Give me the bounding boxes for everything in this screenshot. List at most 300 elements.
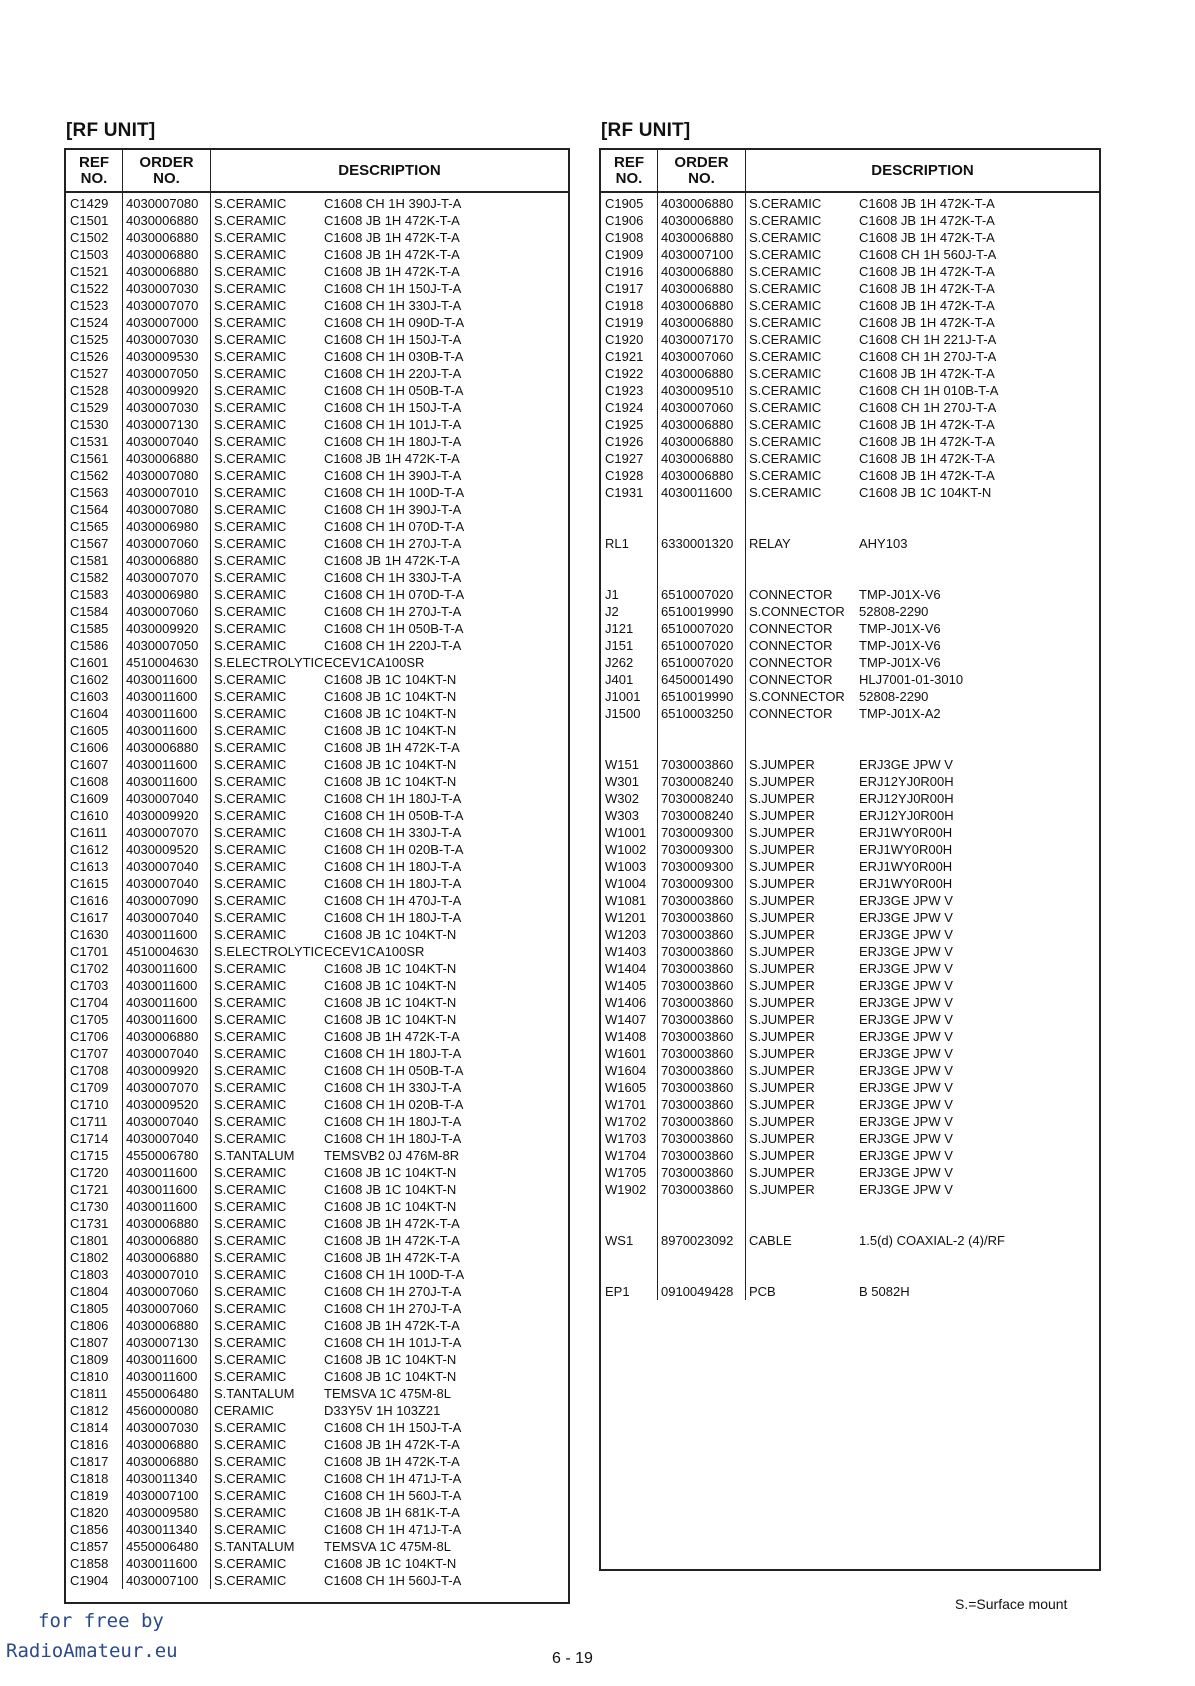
- table-row: [66, 722, 568, 739]
- table-row: [66, 1402, 568, 1419]
- ref-no-cell: C1702: [70, 961, 109, 976]
- order-no-cell: 4550006480: [126, 1539, 199, 1554]
- ref-no-cell: C1611: [70, 825, 108, 840]
- part-spec-cell: C1608 JB 1H 681K-T-A: [324, 1505, 460, 1520]
- table-row: [601, 790, 1099, 807]
- ref-no-cell: C1803: [70, 1267, 109, 1282]
- part-spec-cell: C1608 JB 1H 472K-T-A: [324, 1318, 460, 1333]
- part-type-cell: S.CERAMIC: [214, 825, 287, 840]
- part-type-cell: CONNECTOR: [749, 587, 833, 602]
- part-type-cell: CONNECTOR: [749, 638, 833, 653]
- part-type-cell: S.CERAMIC: [214, 1335, 287, 1350]
- part-spec-cell: C1608 CH 1H 470J-T-A: [324, 893, 462, 908]
- part-type-cell: S.JUMPER: [749, 1165, 815, 1180]
- part-spec-cell: C1608 CH 1H 050B-T-A: [324, 1063, 464, 1078]
- order-no-cell: 6510007020: [661, 655, 734, 670]
- table-row: [601, 875, 1099, 892]
- part-spec-cell: ERJ3GE JPW V: [859, 1080, 953, 1095]
- part-type-cell: CONNECTOR: [749, 706, 833, 721]
- ref-no-cell: C1604: [70, 706, 109, 721]
- order-no-cell: 7030003860: [661, 893, 734, 908]
- part-spec-cell: ERJ3GE JPW V: [859, 1165, 953, 1180]
- order-no-cell: 4030006880: [661, 468, 734, 483]
- part-type-cell: S.CERAMIC: [749, 281, 822, 296]
- part-type-cell: S.CERAMIC: [749, 213, 822, 228]
- part-type-cell: S.CERAMIC: [214, 1301, 287, 1316]
- ref-no-cell: W1004: [605, 876, 647, 891]
- order-no-cell: 4030007060: [126, 1301, 199, 1316]
- order-no-cell: 4030006880: [661, 451, 734, 466]
- part-spec-cell: C1608 CH 1H 270J-T-A: [859, 349, 997, 364]
- part-type-cell: S.CERAMIC: [214, 1352, 287, 1367]
- part-type-cell: S.CERAMIC: [214, 842, 287, 857]
- ref-no-cell: C1567: [70, 536, 109, 551]
- table-row: [66, 909, 568, 926]
- table-row: [66, 790, 568, 807]
- watermark-line-2: RadioAmateur.eu: [6, 1640, 178, 1662]
- ref-no-cell: C1856: [70, 1522, 109, 1537]
- header-ref-no: REF NO.: [601, 150, 658, 191]
- table-row: [601, 297, 1099, 314]
- part-spec-cell: C1608 CH 1H 010B-T-A: [859, 383, 999, 398]
- table-row: [601, 1249, 1099, 1266]
- order-no-cell: 7030003860: [661, 910, 734, 925]
- part-type-cell: CERAMIC: [214, 1403, 274, 1418]
- ref-no-cell: C1601: [70, 655, 109, 670]
- table-row: [601, 416, 1099, 433]
- ref-no-cell: C1586: [70, 638, 109, 653]
- table-row: [601, 705, 1099, 722]
- order-no-cell: 6510007020: [661, 638, 734, 653]
- watermark-line-1: for free by: [38, 1610, 164, 1632]
- table-row: [66, 586, 568, 603]
- part-type-cell: S.CERAMIC: [214, 213, 287, 228]
- table-row: [66, 1504, 568, 1521]
- table-row: [66, 348, 568, 365]
- table-row: [66, 569, 568, 586]
- part-spec-cell: C1608 JB 1C 104KT-N: [324, 1165, 457, 1180]
- ref-no-cell: C1710: [70, 1097, 109, 1112]
- part-spec-cell: C1608 CH 1H 030B-T-A: [324, 349, 464, 364]
- ref-no-cell: C1608: [70, 774, 109, 789]
- part-spec-cell: C1608 JB 1C 104KT-N: [324, 1012, 457, 1027]
- part-spec-cell: ERJ3GE JPW V: [859, 1046, 953, 1061]
- part-type-cell: S.CERAMIC: [214, 383, 287, 398]
- part-spec-cell: C1608 CH 1H 560J-T-A: [859, 247, 997, 262]
- part-spec-cell: TEMSVB2 0J 476M-8R: [324, 1148, 460, 1163]
- order-no-cell: 4030011600: [126, 978, 198, 993]
- part-type-cell: S.JUMPER: [749, 1080, 815, 1095]
- table-row: [601, 824, 1099, 841]
- table-row: [66, 1266, 568, 1283]
- left-parts-table: [64, 148, 570, 1604]
- table-row: [601, 722, 1099, 739]
- part-type-cell: [746, 739, 857, 756]
- ref-no-cell: W1407: [605, 1012, 647, 1027]
- table-row: [601, 331, 1099, 348]
- table-row: [601, 501, 1099, 518]
- ref-no-cell: J262: [605, 655, 634, 670]
- order-no-cell: 4030006880: [661, 417, 734, 432]
- part-type-cell: PCB: [749, 1284, 776, 1299]
- table-row: [66, 858, 568, 875]
- part-spec-cell: 1.5(d) COAXIAL-2 (4)/RF: [859, 1233, 1005, 1248]
- ref-no-cell: C1523: [70, 298, 109, 313]
- table-row: [66, 1283, 568, 1300]
- part-type-cell: S.JUMPER: [749, 1029, 815, 1044]
- part-spec-cell: D33Y5V 1H 103Z21: [324, 1403, 441, 1418]
- ref-no-cell: C1564: [70, 502, 109, 517]
- part-spec-cell: C1608 JB 1H 472K-T-A: [859, 264, 995, 279]
- header-description: DESCRIPTION: [871, 161, 974, 179]
- ref-no-cell: C1610: [70, 808, 109, 823]
- table-row: [66, 314, 568, 331]
- ref-no-cell: C1565: [70, 519, 109, 534]
- ref-no-cell: C1928: [605, 468, 644, 483]
- order-no-cell: 4030011600: [126, 774, 198, 789]
- part-spec-cell: C1608 CH 1H 330J-T-A: [324, 570, 462, 585]
- part-spec-cell: C1608 CH 1H 180J-T-A: [324, 1046, 462, 1061]
- ref-no-cell: W1203: [605, 927, 647, 942]
- order-no-cell: 4030007070: [126, 298, 199, 313]
- part-type-cell: S.CERAMIC: [749, 230, 822, 245]
- ref-no-cell: C1715: [70, 1148, 109, 1163]
- ref-no-cell: C1924: [605, 400, 644, 415]
- table-row: [66, 1538, 568, 1555]
- part-spec-cell: ERJ3GE JPW V: [859, 961, 953, 976]
- part-type-cell: S.CERAMIC: [214, 978, 287, 993]
- part-spec-cell: TEMSVA 1C 475M-8L: [324, 1386, 451, 1401]
- part-spec-cell: C1608 JB 1H 472K-T-A: [859, 434, 995, 449]
- part-type-cell: S.JUMPER: [749, 808, 815, 823]
- table-row: [601, 688, 1099, 705]
- page-number: 6 - 19: [552, 1650, 593, 1667]
- order-no-cell: 7030003860: [661, 1046, 734, 1061]
- part-spec-cell: C1608 CH 1H 180J-T-A: [324, 859, 462, 874]
- part-type-cell: [746, 569, 857, 586]
- part-spec-cell: C1608 CH 1H 390J-T-A: [324, 502, 462, 517]
- part-type-cell: S.JUMPER: [749, 1114, 815, 1129]
- part-type-cell: S.CERAMIC: [214, 910, 287, 925]
- ref-no-cell: C1904: [70, 1573, 109, 1588]
- part-type-cell: S.CERAMIC: [214, 859, 287, 874]
- table-row: [66, 773, 568, 790]
- part-spec-cell: ERJ3GE JPW V: [859, 1131, 953, 1146]
- part-spec-cell: ERJ3GE JPW V: [859, 995, 953, 1010]
- order-no-cell: 4030007080: [126, 468, 199, 483]
- table-row: [66, 1470, 568, 1487]
- table-row: [601, 994, 1099, 1011]
- part-type-cell: S.CERAMIC: [214, 1505, 287, 1520]
- part-spec-cell: C1608 CH 1H 101J-T-A: [324, 1335, 462, 1350]
- table-row: [601, 654, 1099, 671]
- part-spec-cell: ERJ3GE JPW V: [859, 978, 953, 993]
- table-row: [601, 739, 1099, 756]
- part-spec-cell: C1608 CH 1H 560J-T-A: [324, 1488, 462, 1503]
- order-no-cell: 4030006980: [126, 519, 199, 534]
- part-type-cell: S.CERAMIC: [749, 298, 822, 313]
- part-type-cell: S.JUMPER: [749, 876, 815, 891]
- order-no-cell: 4030006880: [126, 264, 199, 279]
- table-row: [66, 229, 568, 246]
- ref-no-cell: C1563: [70, 485, 109, 500]
- order-no-cell: 4030009920: [126, 621, 199, 636]
- part-spec-cell: C1608 CH 1H 100D-T-A: [324, 485, 465, 500]
- table-row: [601, 909, 1099, 926]
- order-no-cell: 4030006880: [126, 213, 199, 228]
- part-type-cell: S.CERAMIC: [214, 349, 287, 364]
- order-no-cell: 4030007000: [126, 315, 199, 330]
- ref-no-cell: C1524: [70, 315, 109, 330]
- ref-no-cell: [601, 722, 658, 739]
- part-spec-cell: C1608 JB 1H 472K-T-A: [859, 298, 995, 313]
- order-no-cell: 4030006880: [661, 298, 734, 313]
- order-no-cell: 7030003860: [661, 1114, 734, 1129]
- ref-no-cell: C1731: [70, 1216, 109, 1231]
- part-spec-cell: C1608 JB 1C 104KT-N: [859, 485, 992, 500]
- order-no-cell: 4030006880: [126, 451, 199, 466]
- order-no-cell: 4030007070: [126, 1080, 199, 1095]
- table-row: [66, 1028, 568, 1045]
- ref-no-cell: W1405: [605, 978, 647, 993]
- order-no-cell: 4030007040: [126, 910, 199, 925]
- part-type-cell: S.CERAMIC: [214, 672, 287, 687]
- order-no-cell: 4030007040: [126, 791, 199, 806]
- table-row: [66, 1011, 568, 1028]
- table-row: [601, 535, 1099, 552]
- table-row: [66, 365, 568, 382]
- table-row: [601, 1096, 1099, 1113]
- part-spec-cell: ERJ1WY0R00H: [859, 825, 953, 840]
- part-type-cell: S.CERAMIC: [214, 876, 287, 891]
- order-no-cell: 7030003860: [661, 978, 734, 993]
- order-no-cell: 4030007010: [126, 1267, 199, 1282]
- part-spec-cell: C1608 JB 1C 104KT-N: [324, 995, 457, 1010]
- table-row: [66, 756, 568, 773]
- order-no-cell: 4030007100: [661, 247, 734, 262]
- surface-mount-footnote: S.=Surface mount: [955, 1596, 1068, 1612]
- ref-no-cell: C1906: [605, 213, 644, 228]
- part-spec-cell: C1608 CH 1H 090D-T-A: [324, 315, 465, 330]
- table-row: [66, 637, 568, 654]
- table-row: [66, 1232, 568, 1249]
- part-type-cell: S.CERAMIC: [214, 570, 287, 585]
- ref-no-cell: C1810: [70, 1369, 109, 1384]
- table-row: [601, 195, 1099, 212]
- table-row: [66, 943, 568, 960]
- table-row: [601, 1283, 1099, 1300]
- order-no-cell: [658, 1198, 746, 1215]
- table-row: [66, 467, 568, 484]
- order-no-cell: 4030007010: [126, 485, 199, 500]
- part-spec-cell: C1608 JB 1C 104KT-N: [324, 689, 457, 704]
- table-row: [66, 297, 568, 314]
- ref-no-cell: C1522: [70, 281, 109, 296]
- ref-no-cell: W1902: [605, 1182, 647, 1197]
- order-no-cell: 6510003250: [661, 706, 734, 721]
- part-type-cell: S.CERAMIC: [214, 1454, 287, 1469]
- part-type-cell: S.CERAMIC: [214, 468, 287, 483]
- table-row: [66, 416, 568, 433]
- part-spec-cell: C1608 CH 1H 050B-T-A: [324, 621, 464, 636]
- ref-no-cell: [601, 518, 658, 535]
- table-row: [601, 518, 1099, 535]
- part-spec-cell: C1608 CH 1H 150J-T-A: [324, 400, 462, 415]
- part-spec-cell: C1608 JB 1H 472K-T-A: [324, 1250, 460, 1265]
- order-no-cell: 4030007060: [126, 604, 199, 619]
- order-no-cell: 4510004630: [126, 944, 199, 959]
- part-spec-cell: ERJ3GE JPW V: [859, 1029, 953, 1044]
- part-type-cell: S.CERAMIC: [214, 1046, 287, 1061]
- order-no-cell: 4030007060: [126, 536, 199, 551]
- table-row: [601, 280, 1099, 297]
- order-no-cell: 7030003860: [661, 944, 734, 959]
- part-spec-cell: [857, 1215, 1099, 1232]
- order-no-cell: 4030011340: [126, 1522, 198, 1537]
- part-spec-cell: C1608 CH 1H 070D-T-A: [324, 519, 465, 534]
- part-type-cell: CONNECTOR: [749, 621, 833, 636]
- part-spec-cell: C1608 JB 1C 104KT-N: [324, 1369, 457, 1384]
- part-spec-cell: C1608 CH 1H 390J-T-A: [324, 196, 462, 211]
- order-no-cell: 4030009920: [126, 383, 199, 398]
- table-row: [601, 1113, 1099, 1130]
- order-no-cell: 4030011600: [126, 1012, 198, 1027]
- table-row: [66, 1385, 568, 1402]
- part-type-cell: S.CERAMIC: [214, 1216, 287, 1231]
- ref-no-cell: C1525: [70, 332, 109, 347]
- part-spec-cell: C1608 CH 1H 150J-T-A: [324, 1420, 462, 1435]
- ref-no-cell: C1581: [70, 553, 109, 568]
- ref-no-cell: C1527: [70, 366, 109, 381]
- ref-no-cell: C1526: [70, 349, 109, 364]
- part-type-cell: S.CERAMIC: [214, 1114, 287, 1129]
- part-type-cell: S.CONNECTOR: [749, 689, 845, 704]
- order-no-cell: 4030011600: [126, 1369, 198, 1384]
- part-spec-cell: C1608 JB 1H 472K-T-A: [324, 1454, 460, 1469]
- ref-no-cell: C1927: [605, 451, 644, 466]
- part-type-cell: [746, 1266, 857, 1283]
- ref-no-cell: C1703: [70, 978, 109, 993]
- part-spec-cell: [857, 518, 1099, 535]
- ref-no-cell: W151: [605, 757, 639, 772]
- right-table-header: [601, 150, 1099, 193]
- part-type-cell: S.CERAMIC: [214, 1182, 287, 1197]
- part-type-cell: S.CERAMIC: [214, 995, 287, 1010]
- ref-no-cell: W1081: [605, 893, 647, 908]
- part-spec-cell: C1608 CH 1H 471J-T-A: [324, 1471, 462, 1486]
- order-no-cell: 4030006880: [661, 434, 734, 449]
- order-no-cell: 7030003860: [661, 927, 734, 942]
- ref-no-cell: C1925: [605, 417, 644, 432]
- part-spec-cell: C1608 JB 1H 472K-T-A: [324, 213, 460, 228]
- part-spec-cell: [857, 1249, 1099, 1266]
- part-type-cell: S.CERAMIC: [214, 961, 287, 976]
- part-type-cell: S.CERAMIC: [214, 1318, 287, 1333]
- part-spec-cell: C1608 CH 1H 100D-T-A: [324, 1267, 465, 1282]
- part-type-cell: S.CERAMIC: [214, 587, 287, 602]
- part-type-cell: S.CERAMIC: [214, 417, 287, 432]
- ref-no-cell: W1002: [605, 842, 647, 857]
- part-type-cell: S.JUMPER: [749, 1063, 815, 1078]
- header-order-no: ORDER NO.: [658, 150, 746, 191]
- table-row: [66, 1555, 568, 1572]
- ref-no-cell: C1530: [70, 417, 109, 432]
- part-type-cell: S.CERAMIC: [214, 723, 287, 738]
- part-type-cell: S.CERAMIC: [214, 1080, 287, 1095]
- part-type-cell: S.CERAMIC: [214, 1369, 287, 1384]
- part-spec-cell: C1608 JB 1C 104KT-N: [324, 1556, 457, 1571]
- part-spec-cell: C1608 JB 1H 472K-T-A: [324, 1437, 460, 1452]
- part-spec-cell: TMP-J01X-V6: [859, 655, 941, 670]
- ref-no-cell: C1583: [70, 587, 109, 602]
- table-row: [66, 1572, 568, 1589]
- part-type-cell: [746, 552, 857, 569]
- part-spec-cell: ERJ3GE JPW V: [859, 1182, 953, 1197]
- table-row: [66, 1198, 568, 1215]
- order-no-cell: 7030003860: [661, 1131, 734, 1146]
- order-no-cell: 7030003860: [661, 1097, 734, 1112]
- part-type-cell: [746, 722, 857, 739]
- order-no-cell: [658, 518, 746, 535]
- table-row: [601, 943, 1099, 960]
- table-row: [601, 960, 1099, 977]
- part-spec-cell: C1608 CH 1H 330J-T-A: [324, 1080, 462, 1095]
- part-type-cell: S.CERAMIC: [214, 502, 287, 517]
- ref-no-cell: C1806: [70, 1318, 109, 1333]
- order-no-cell: 4030007080: [126, 502, 199, 517]
- table-row: [601, 552, 1099, 569]
- table-row: [601, 212, 1099, 229]
- part-spec-cell: ERJ3GE JPW V: [859, 1097, 953, 1112]
- ref-no-cell: W1601: [605, 1046, 647, 1061]
- table-row: [601, 586, 1099, 603]
- table-row: [66, 739, 568, 756]
- order-no-cell: 4030009580: [126, 1505, 199, 1520]
- table-row: [601, 1147, 1099, 1164]
- part-spec-cell: C1608 CH 1H 070D-T-A: [324, 587, 465, 602]
- part-spec-cell: ERJ3GE JPW V: [859, 944, 953, 959]
- part-type-cell: S.CERAMIC: [214, 1097, 287, 1112]
- part-type-cell: S.JUMPER: [749, 859, 815, 874]
- ref-no-cell: C1714: [70, 1131, 109, 1146]
- part-spec-cell: ERJ3GE JPW V: [859, 757, 953, 772]
- order-no-cell: 4030006880: [661, 366, 734, 381]
- order-no-cell: 4030007080: [126, 196, 199, 211]
- part-type-cell: S.ELECTROLYTIC: [214, 655, 324, 670]
- order-no-cell: 4510004630: [126, 655, 199, 670]
- ref-no-cell: C1926: [605, 434, 644, 449]
- part-type-cell: S.CERAMIC: [214, 689, 287, 704]
- ref-no-cell: [601, 1215, 658, 1232]
- ref-no-cell: C1612: [70, 842, 109, 857]
- order-no-cell: 4030006880: [661, 264, 734, 279]
- part-type-cell: S.CERAMIC: [214, 1573, 287, 1588]
- table-row: [601, 1181, 1099, 1198]
- part-type-cell: S.CERAMIC: [214, 1165, 287, 1180]
- table-row: [66, 603, 568, 620]
- ref-no-cell: C1802: [70, 1250, 109, 1265]
- part-type-cell: S.TANTALUM: [214, 1386, 295, 1401]
- part-spec-cell: C1608 CH 1H 220J-T-A: [324, 638, 462, 653]
- order-no-cell: 6510007020: [661, 587, 734, 602]
- table-row: [601, 569, 1099, 586]
- ref-no-cell: C1804: [70, 1284, 109, 1299]
- table-row: [601, 858, 1099, 875]
- part-spec-cell: C1608 CH 1H 221J-T-A: [859, 332, 997, 347]
- order-no-cell: 4030009530: [126, 349, 199, 364]
- part-type-cell: CONNECTOR: [749, 655, 833, 670]
- ref-no-cell: C1819: [70, 1488, 109, 1503]
